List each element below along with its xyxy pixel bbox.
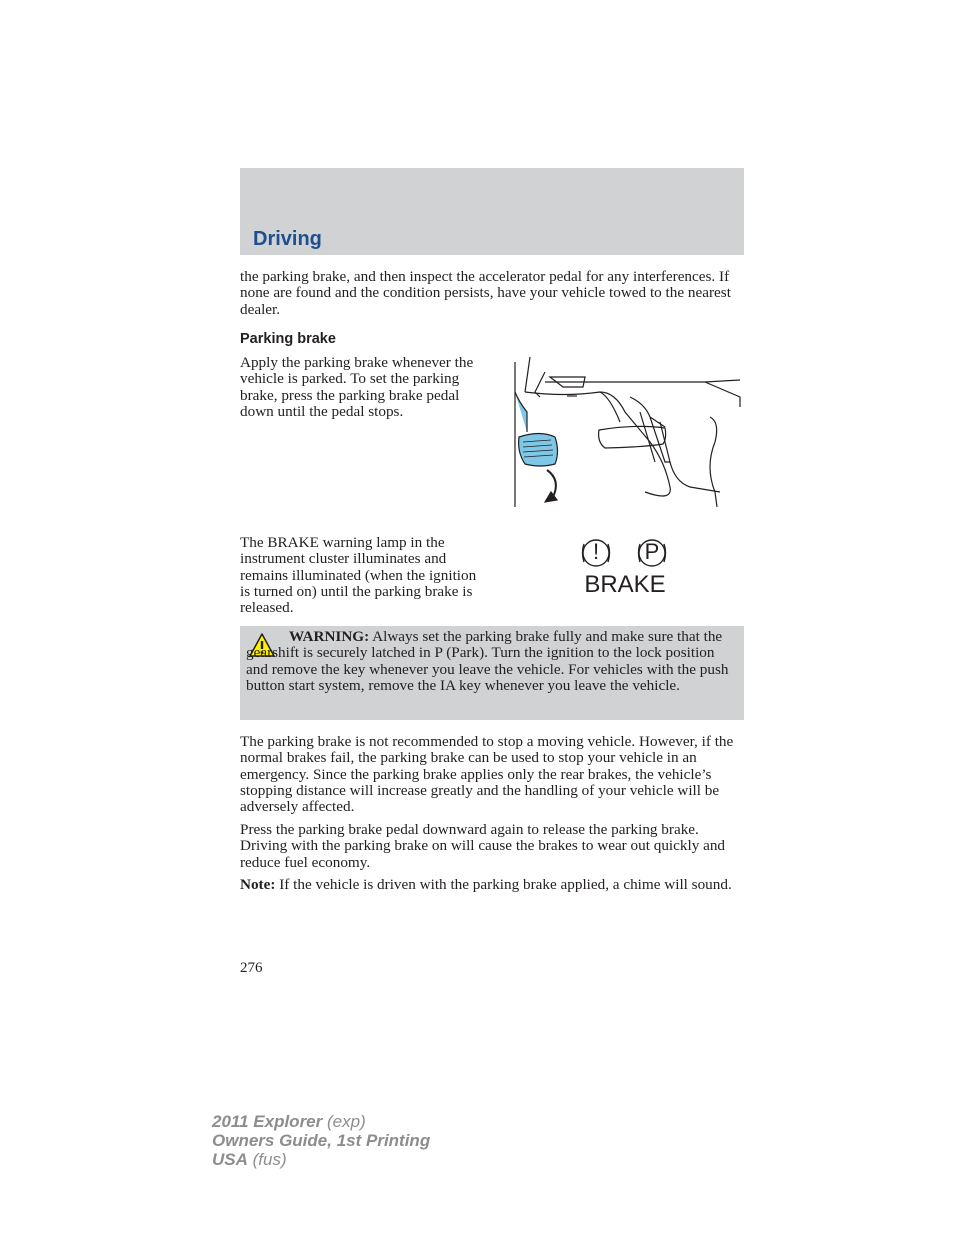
brake-warning-lamp-symbol [575,534,675,604]
note-text: If the vehicle is driven with the parking brake applied, a chime will sound. [279,876,732,893]
footer-guide: Owners Guide, 1st Printing [212,1131,431,1150]
warning-body: Always set the parking brake fully and make sure that the gearshift is securely latched in P (Park). Turn the ignition to the lock position and remove the key whenever you leave the vehicle. For vehicles with the push button start system, remove the IA key whenever you leave the vehicle. [246,628,729,694]
parking-brake-pedal-illustration [505,352,745,512]
section-header-bar [240,168,744,255]
footer-model-code: (exp) [327,1112,366,1131]
lamp-p-symbol: P [644,539,660,564]
footer-market: USA [212,1150,248,1169]
intro-paragraph: the parking brake, and then inspect the accelerator pedal for any interferences. If none are found and the condition persists, have your vehicle towed to the nearest dealer. [240,268,731,318]
release-paragraph: Press the parking brake pedal downward again to release the parking brake. Driving with the parking brake on will cause the brakes to wear out quickly and reduce fuel economy. [240,821,726,871]
warning-label: WARNING: [289,628,370,645]
note-paragraph [240,877,744,893]
note-label: Note: [240,876,276,893]
footer-market-code: (fus) [252,1150,287,1169]
apply-paragraph: Apply the parking brake whenever the vehicle is parked. To set the parking brake, press the parking brake pedal down until the pedal stops. [240,354,474,420]
footer-model: 2011 Explorer [212,1112,323,1131]
page-number: 276 [240,960,263,976]
lamp-brake-label: BRAKE [584,571,666,598]
warning-box [240,626,744,720]
brake-lamp-paragraph: The BRAKE warning lamp in the instrument cluster illuminates and remains illuminated (when the ignition is turned on) until the parking brake is released. [240,534,477,617]
section-title: Driving [253,228,322,250]
warning-text [246,629,740,694]
section-heading: Parking brake [240,331,336,347]
lamp-exclamation: ! [592,539,600,564]
document-footer [212,1112,430,1169]
moving-vehicle-paragraph: The parking brake is not recommended to stop a moving vehicle. However, if the normal brakes fail, the parking brake can be used to stop your vehicle in an emergency. Since the parking brake applies only the rear brakes, the vehicle’s stopping distance will increase greatly and the handling of your vehicle will be adversely affected. [240,733,734,816]
